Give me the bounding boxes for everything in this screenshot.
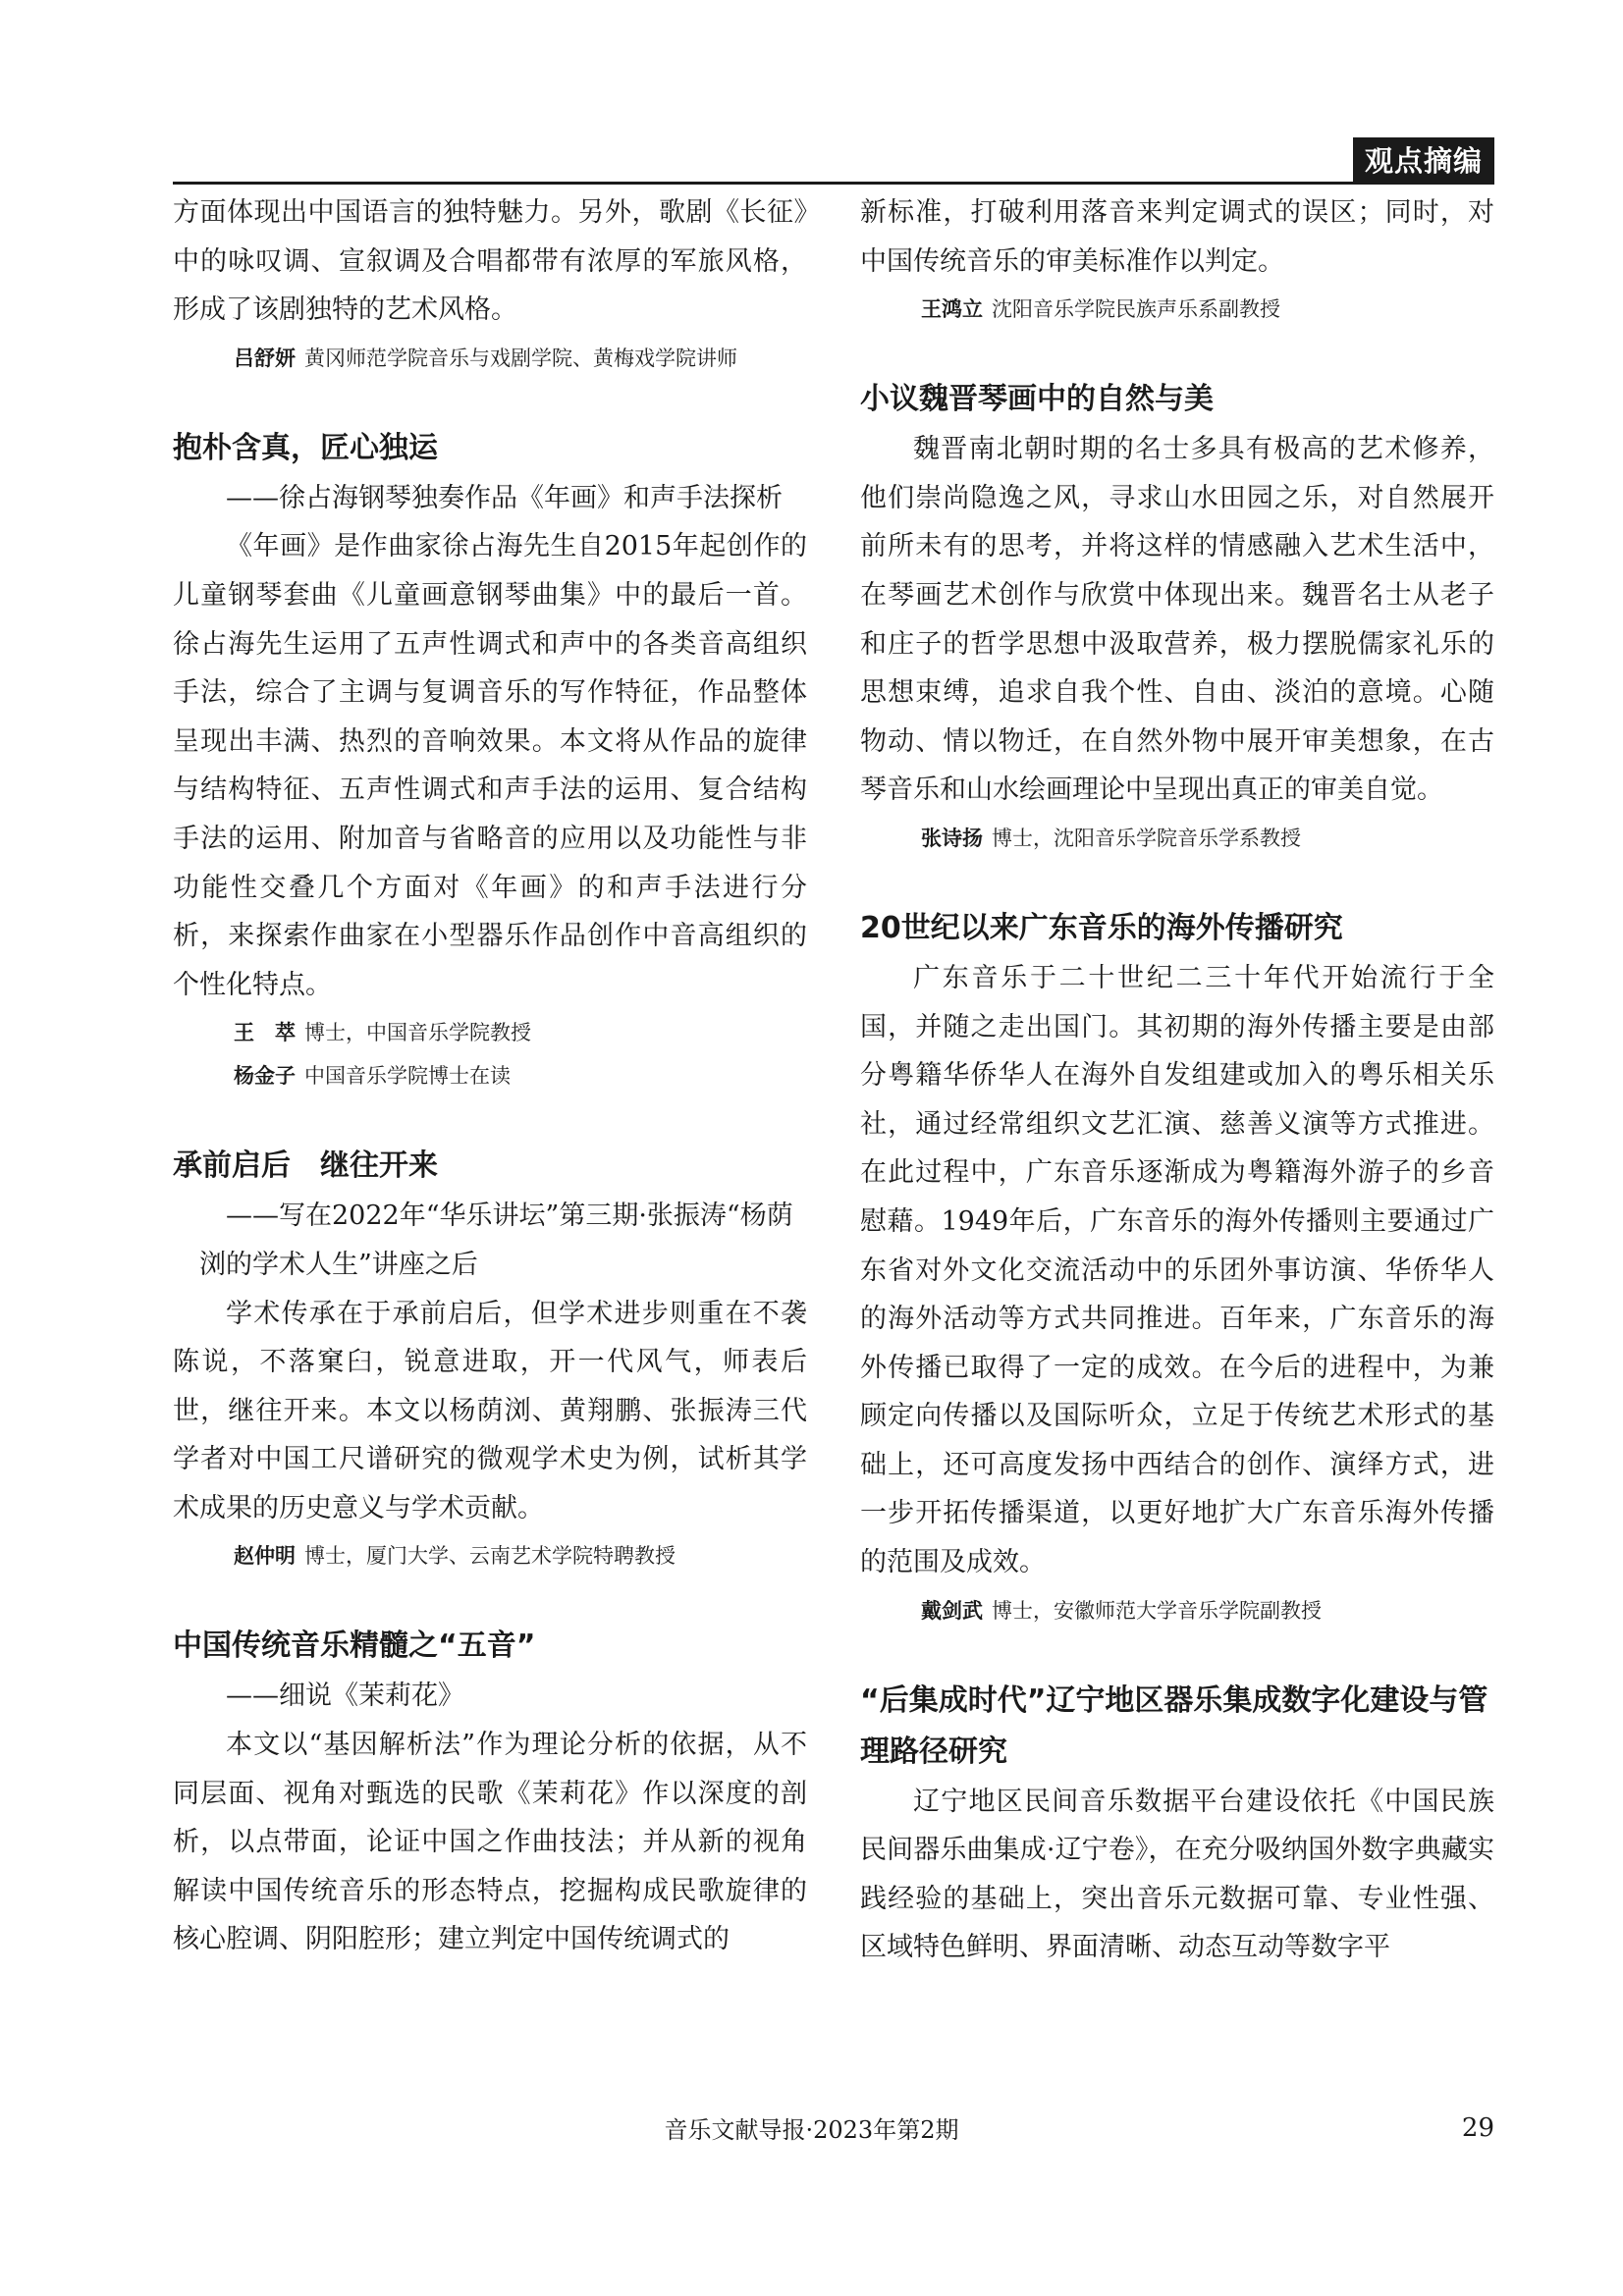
- article: [860, 374, 1494, 860]
- article-title: 20世纪以来广东音乐的海外传播研究: [860, 910, 1343, 945]
- article-body: 辽宁地区民间音乐数据平台建设依托《中国民族民间器乐曲集成·辽宁卷》，在充分吸纳国外数字典藏实践经验的基础上，突出音乐元数据可靠、专业性强、区域特色鲜明、界面清晰、动态互动等数字平: [860, 1786, 1494, 1963]
- author-name: 吕舒妍: [234, 346, 296, 370]
- left-column: [173, 188, 807, 1964]
- author-name: 王鸿立: [921, 297, 983, 322]
- author-name: 杨金子: [234, 1064, 296, 1089]
- article-subtitle: ——细说《茉莉花》: [226, 1681, 464, 1712]
- article: [173, 1141, 807, 1577]
- article-title: 小议魏晋琴画中的自然与美: [860, 382, 1214, 417]
- author-affiliation: 中国音乐学院博士在读: [304, 1064, 511, 1089]
- article-subtitle: ——写在2022年“华乐讲坛”第三期·张振涛“杨荫浏的学术人生”讲座之后: [199, 1201, 793, 1280]
- author-affiliation: 沈阳音乐学院民族声乐系副教授: [992, 297, 1280, 322]
- author-line: [173, 1054, 807, 1097]
- author-line: [860, 1589, 1494, 1632]
- article-body: 本文以“基因解析法”作为理论分析的依据，从不同层面、视角对甄选的民歌《茉莉花》作以深度的剖析，以点带面，论证中国之作曲技法；并从新的视角解读中国传统音乐的形态特点，挖掘构成民歌旋律的核心腔调、阴阳腔形；建立判定中国传统调式的: [173, 1730, 807, 1955]
- article-title: 承前启后 继往开来: [173, 1148, 438, 1184]
- author-line: [173, 1011, 807, 1054]
- article: [860, 903, 1494, 1632]
- author-affiliation: 黄冈师范学院音乐与戏剧学院、黄梅戏学院讲师: [304, 346, 737, 370]
- article-title: “后集成时代”辽宁地区器乐集成数字化建设与管理路径研究: [860, 1682, 1488, 1769]
- journal-footer: 音乐文献导报·2023年第2期: [664, 2116, 959, 2144]
- author-line: [860, 288, 1494, 331]
- author-name: 赵仲明: [234, 1544, 296, 1569]
- article: [860, 1676, 1494, 1972]
- article-subtitle: ——徐占海钢琴独奏作品《年画》和声手法探析: [226, 482, 783, 513]
- page-number: 29: [1461, 2113, 1494, 2143]
- article-body: 广东音乐于二十世纪二三十年代开始流行于全国，并随之走出国门。其初期的海外传播主要是由部分粤籍华侨华人在海外自发组建或加入的粤乐相关乐社，通过经常组织文艺汇演、慈善义演等方式推进。在此过程中，广东音乐逐渐成为粤籍海外游子的乡音慰藉。1949年后，广东音乐的海外传播则主要通过广东省对外文化交流活动中的乐团外事访演、华侨华人的海外活动等方式共同推进。百年来，广东音乐的海外传播已取得了一定的成效。在今后的进程中，为兼顾定向传播以及国际听众，立足于传统艺术形式的基础上，还可高度发扬中西结合的创作、演绎方式，进一步开拓传播渠道，以更好地扩大广东音乐海外传播的范围及成效。: [860, 962, 1494, 1578]
- article-title: 抱朴含真，匠心独运: [173, 430, 438, 465]
- header-rule: [173, 182, 1494, 185]
- author-name: 王 萃: [234, 1021, 296, 1045]
- author-line: [860, 817, 1494, 860]
- continued-paragraph: 方面体现出中国语言的独特魅力。另外，歌剧《长征》中的咏叹调、宣叙调及合唱都带有浓厚的军旅风格，形成了该剧独特的艺术风格。: [173, 197, 807, 326]
- article-body: 魏晋南北朝时期的名士多具有极高的艺术修养，他们崇尚隐逸之风，寻求山水田园之乐，对自然展开前所未有的思考，并将这样的情感融入艺术生活中，在琴画艺术创作与欣赏中体现出来。魏晋名士从老子和庄子的哲学思想中汲取营养，极力摆脱儒家礼乐的思想束缚，追求自我个性、自由、淡泊的意境。心随物动、情以物迁，在自然外物中展开审美想象，在古琴音乐和山水绘画理论中呈现出真正的审美自觉。: [860, 434, 1494, 806]
- article-body: 《年画》是作曲家徐占海先生自2015年起创作的儿童钢琴套曲《儿童画意钢琴曲集》中的最后一首。徐占海先生运用了五声性调式和声中的各类音高组织手法，综合了主调与复调音乐的写作特征，作品整体呈现出丰满、热烈的音响效果。本文将从作品的旋律与结构特征、五声性调式和声手法的运用、复合结构手法的运用、附加音与省略音的应用以及功能性与非功能性交叠几个方面对《年画》的和声手法进行分析，来探索作曲家在小型器乐作品创作中音高组织的个性化特点。: [173, 531, 807, 1000]
- article-title: 中国传统音乐精髓之“五音”: [173, 1629, 536, 1664]
- article: [173, 423, 807, 1098]
- author-name: 张诗扬: [921, 826, 983, 850]
- author-name: 戴剑武: [921, 1598, 983, 1623]
- section-tag: 观点摘编: [1353, 137, 1494, 185]
- right-column: [860, 188, 1494, 1972]
- author-affiliation: 博士，中国音乐学院教授: [304, 1021, 531, 1045]
- author-line: [173, 1534, 807, 1577]
- author-affiliation: 博士，厦门大学、云南艺术学院特聘教授: [304, 1544, 676, 1569]
- author-affiliation: 博士，沈阳音乐学院音乐学系教授: [992, 826, 1301, 850]
- article-body: 学术传承在于承前启后，但学术进步则重在不袭陈说，不落窠臼，锐意进取，开一代风气，师表后世，继往开来。本文以杨荫浏、黄翔鹏、张振涛三代学者对中国工尺谱研究的微观学术史为例，试析其学术成果的历史意义与学术贡献。: [173, 1298, 807, 1523]
- continued-paragraph: 新标准，打破利用落音来判定调式的误区；同时，对中国传统音乐的审美标准作以判定。: [860, 197, 1494, 277]
- author-affiliation: 博士，安徽师范大学音乐学院副教授: [992, 1598, 1322, 1623]
- author-line: [173, 337, 807, 380]
- article: [173, 1621, 807, 1964]
